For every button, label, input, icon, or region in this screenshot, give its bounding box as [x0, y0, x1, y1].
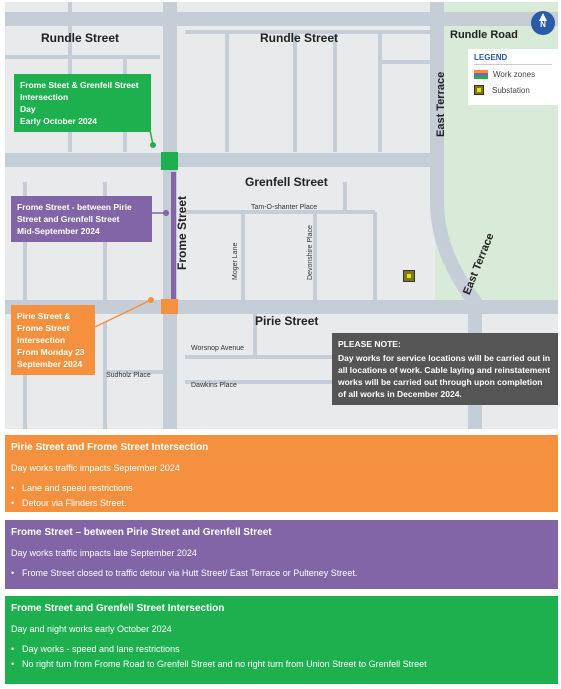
panel-subtitle: Day works traffic impacts late September 2024	[11, 548, 197, 558]
devonshire-place-label: Devonshire Place	[307, 225, 314, 280]
panel-subtitle: Day works traffic impacts September 2024	[11, 463, 180, 473]
list-item: • Detour via Flinders Street.	[11, 498, 552, 508]
note-body: Day works for service locations will be carried out in all locations of work. Cable laying and reinstatement works will be carried out through upon completion of all works in December 2024.	[338, 353, 551, 399]
site-map	[5, 2, 558, 429]
tam-o-shanter-label: Tam-O-shanter Place	[251, 204, 318, 211]
list-item: • No right turn from Frome Road to Grenfell Street and no right turn from Union Street to Grenfell Street	[11, 659, 552, 669]
frome-between-panel	[5, 520, 558, 589]
north-arrow-icon	[531, 11, 555, 35]
east-terrace-label-bottom: East Terrace	[461, 231, 497, 297]
orange-callout-line: From Monday 23	[17, 347, 85, 357]
orange-callout-line: Frome Street	[17, 323, 70, 333]
note-title: PLEASE NOTE:	[338, 339, 401, 349]
orange-work-zone	[161, 299, 178, 314]
legend-substation	[474, 85, 552, 95]
moger-lane-label: Moger Lane	[232, 242, 239, 280]
rundle-road-label: Rundle Road	[450, 29, 518, 41]
green-callout-line: Intersection	[20, 92, 69, 102]
purple-leader-dot	[163, 210, 169, 216]
work-zone-swatch-icon	[474, 70, 488, 79]
panel-title: Frome Street – between Pirie Street and Grenfell Street	[11, 527, 272, 538]
worsnop-avenue-label: Worsnop Avenue	[191, 345, 245, 352]
pirie-street-label: Pirie Street	[255, 314, 319, 328]
orange-leader-dot	[148, 297, 154, 303]
green-callout-line: Day	[20, 104, 36, 114]
panel-list	[11, 568, 552, 578]
green-leader-dot	[150, 142, 156, 148]
rundle-street-label-center: Rundle Street	[260, 31, 339, 45]
purple-callout-line: Frome Street - between Pirie	[17, 202, 132, 212]
orange-callout-line: Pirie Street &	[17, 311, 71, 321]
orange-zone-callout	[11, 305, 95, 375]
purple-callout-line: Street and Grenfell Street	[17, 214, 120, 224]
green-callout-line: Early October 2024	[20, 116, 98, 126]
legend-work-zones-label: Work zones	[493, 70, 536, 79]
green-zone-callout	[14, 74, 151, 132]
north-label: N	[540, 20, 546, 29]
frome-grenfell-panel	[5, 596, 558, 684]
substation-icon	[403, 270, 415, 282]
legend-substation-label: Substation	[492, 85, 530, 95]
sudholz-place-label: Sudholz Place	[106, 372, 151, 379]
panel-title: Pirie Street and Frome Street Intersection	[11, 442, 209, 453]
map-legend	[468, 49, 558, 105]
green-work-zone	[161, 152, 178, 170]
panel-title: Frome Street and Grenfell Street Intersection	[11, 603, 225, 614]
grenfell-street-label: Grenfell Street	[245, 175, 328, 189]
substation-swatch-icon	[474, 85, 484, 95]
east-terrace-label-top: East Terrace	[435, 71, 447, 137]
green-callout-line: Frome Steet & Grenfell Street	[20, 80, 139, 90]
frome-street-label: Frome Street	[175, 195, 189, 270]
please-note-box	[332, 333, 558, 405]
list-item: • Lane and speed restrictions	[11, 483, 552, 493]
purple-zone-callout	[11, 196, 152, 242]
purple-callout-line: Mid-September 2024	[17, 226, 100, 236]
pirie-frome-panel	[5, 435, 558, 512]
legend-work-zones	[474, 70, 552, 79]
rundle-street-label-left: Rundle Street	[41, 31, 120, 45]
orange-callout-line: intersection	[17, 335, 66, 345]
dawkins-place-label: Dawkins Place	[191, 382, 237, 389]
list-item: • Frome Street closed to traffic detour via Hutt Street/ East Terrace or Pulteney Street.	[11, 568, 552, 578]
panel-subtitle: Day and night works early October 2024	[11, 624, 172, 634]
list-item: • Day works - speed and lane restrictions	[11, 644, 552, 654]
orange-callout-line: September 2024	[17, 359, 83, 369]
legend-title: LEGEND	[474, 53, 552, 65]
panel-list	[11, 483, 552, 508]
panel-list	[11, 644, 552, 669]
